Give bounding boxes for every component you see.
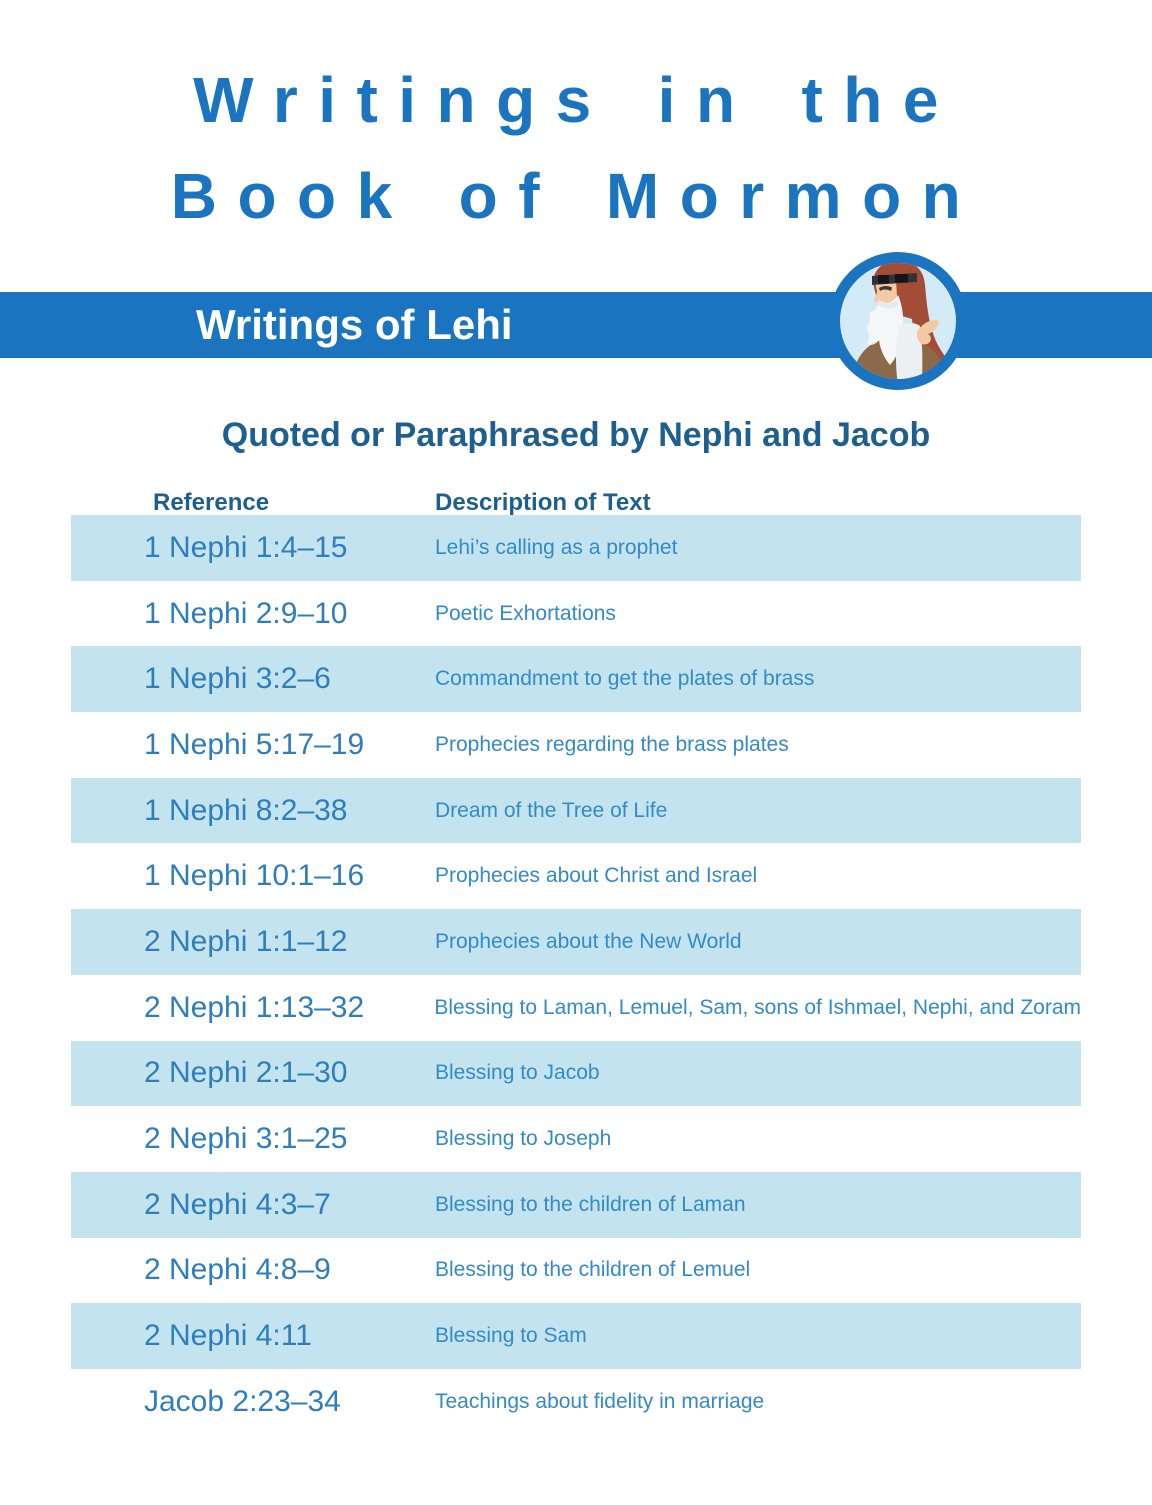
- column-header-reference: Reference: [153, 489, 270, 516]
- table-row: [71, 909, 1081, 975]
- table-row: [71, 843, 1081, 909]
- lehi-prophet-avatar-icon: [828, 251, 968, 391]
- row-description: Prophecies about the New World: [435, 929, 742, 953]
- row-description: Blessing to Joseph: [435, 1127, 612, 1151]
- section-banner-label: Writings of Lehi: [196, 301, 513, 348]
- table-row: [71, 712, 1081, 778]
- row-reference: 2 Nephi 4:3–7: [144, 1187, 331, 1221]
- row-description: Teachings about fidelity in marriage: [435, 1389, 765, 1413]
- table-row: [71, 1172, 1081, 1238]
- table-body: [71, 515, 1081, 1435]
- page-title-line-1: Writings in the: [193, 64, 959, 136]
- table-row: [71, 581, 1081, 647]
- row-reference: 2 Nephi 4:8–9: [144, 1253, 331, 1287]
- row-description: Blessing to Laman, Lemuel, Sam, sons of Ishmael, Nephi, and Zoram: [434, 995, 1081, 1019]
- row-reference: Jacob 2:23–34: [144, 1384, 341, 1418]
- row-reference: 1 Nephi 8:2–38: [144, 793, 348, 827]
- row-reference: 1 Nephi 5:17–19: [144, 727, 365, 761]
- table-row: [71, 1303, 1081, 1369]
- table-row: [71, 975, 1081, 1041]
- row-description: Blessing to the children of Laman: [435, 1192, 746, 1216]
- row-description: Blessing to the children of Lemuel: [435, 1258, 751, 1282]
- row-description: Dream of the Tree of Life: [435, 798, 668, 822]
- row-reference: 2 Nephi 2:1–30: [144, 1056, 348, 1090]
- table-row: [71, 1369, 1081, 1435]
- table-row: [71, 515, 1081, 581]
- table-row: [71, 778, 1081, 844]
- page-title-line-2: Book of Mormon: [170, 160, 982, 232]
- row-description: Poetic Exhortations: [435, 601, 616, 625]
- row-description: Prophecies about Christ and Israel: [435, 864, 758, 888]
- row-reference: 2 Nephi 1:1–12: [144, 924, 348, 958]
- table-row: [71, 1041, 1081, 1107]
- section-banner: [0, 292, 1152, 358]
- row-reference: 2 Nephi 1:13–32: [144, 990, 365, 1024]
- table-row: [71, 646, 1081, 712]
- row-description: Lehi’s calling as a prophet: [435, 535, 678, 559]
- row-description: Blessing to Jacob: [435, 1061, 600, 1085]
- row-description: Commandment to get the plates of brass: [435, 667, 815, 691]
- table-row: [71, 1106, 1081, 1172]
- row-description: Prophecies regarding the brass plates: [435, 732, 789, 756]
- page-title: [0, 0, 1152, 244]
- table-row: [71, 1238, 1081, 1304]
- reference-table: [71, 489, 1081, 1435]
- row-reference: 2 Nephi 3:1–25: [144, 1122, 348, 1156]
- row-reference: 1 Nephi 2:9–10: [144, 596, 348, 630]
- row-description: Blessing to Sam: [435, 1324, 587, 1348]
- row-reference: 1 Nephi 3:2–6: [144, 662, 331, 696]
- section-subtitle: Quoted or Paraphrased by Nephi and Jacob: [221, 416, 931, 454]
- column-header-description: Description of Text: [435, 489, 651, 516]
- row-reference: 2 Nephi 4:11: [144, 1319, 312, 1353]
- table-header-row: [71, 489, 1081, 515]
- row-reference: 1 Nephi 10:1–16: [144, 859, 365, 893]
- row-reference: 1 Nephi 1:4–15: [144, 530, 348, 564]
